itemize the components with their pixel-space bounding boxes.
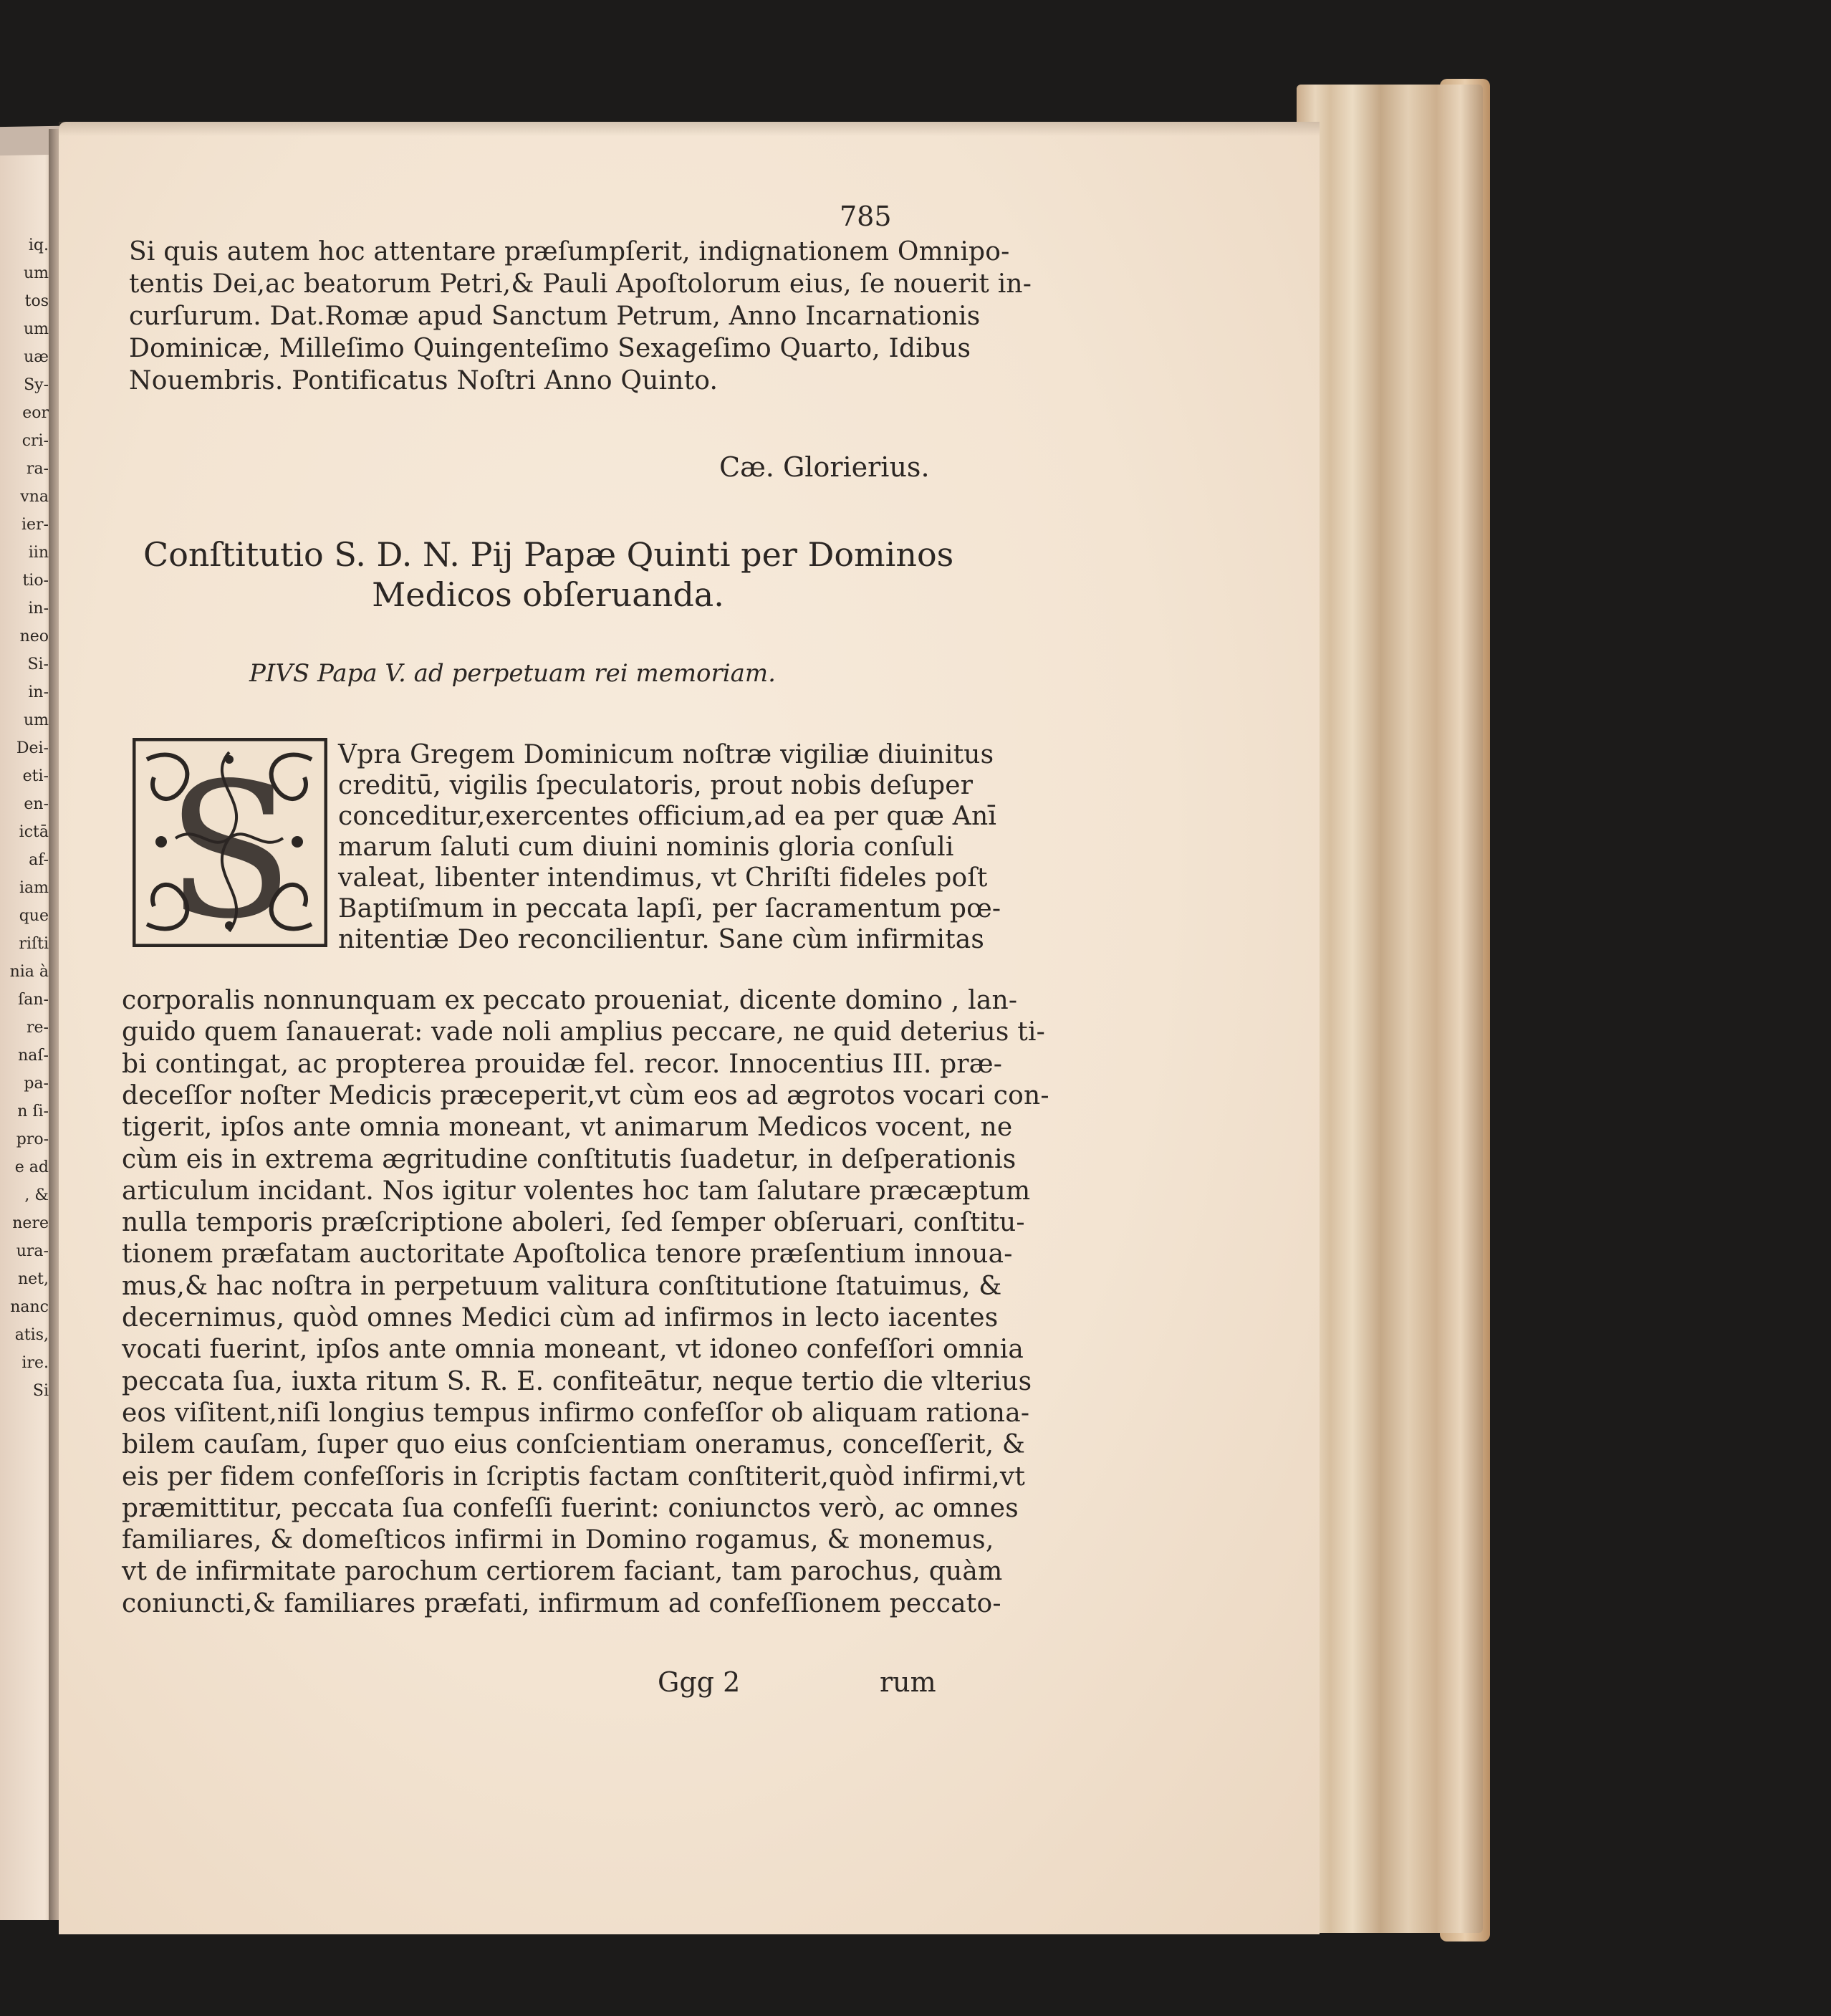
- left-page-fragment: ura-: [16, 1242, 49, 1260]
- text-line: nulla temporis præſcriptione aboleri, ſed ſemper obſeruari, conſtitu-: [122, 1208, 1025, 1238]
- catchword: rum: [880, 1666, 936, 1698]
- text-line: conceditur,exercentes officium,ad ea per quæ Anī: [338, 802, 997, 831]
- text-line: tentis Dei,ac beatorum Petri,& Pauli Apoſtolorum eius, ſe nouerit in-: [129, 269, 1032, 299]
- opening-paragraph: [129, 236, 1032, 401]
- left-page-fragment: af-: [29, 851, 49, 869]
- text-line: curſurum. Dat.Romæ apud Sanctum Petrum, Anno Incarnationis: [129, 302, 981, 331]
- left-page-fragment: Sy-: [24, 376, 49, 394]
- left-page-fragment: um: [23, 264, 49, 282]
- text-line: bi contingat, ac propterea prouidæ fel. recor. Innocentius III. præ-: [122, 1049, 1003, 1079]
- left-page-fragment: Si-: [27, 656, 49, 673]
- left-page-fragment: re-: [27, 1019, 49, 1037]
- text-line: decernimus, quòd omnes Medici cùm ad infirmos in lecto iacentes: [122, 1303, 999, 1333]
- left-page-fragment: e ad: [14, 1158, 49, 1176]
- left-page-fragment: nia à: [9, 963, 49, 981]
- text-line: Si quis autem hoc attentare præſumpſerit, indignationem Omnipo-: [129, 237, 1010, 267]
- folio-number: 785: [840, 201, 892, 232]
- left-page-fragment: tos: [24, 292, 49, 310]
- left-page-fragment: iq.: [28, 236, 49, 254]
- left-page-fragment: pa-: [24, 1075, 49, 1093]
- left-page-fragment: net,: [17, 1270, 49, 1288]
- left-page-fragment: ier-: [21, 516, 49, 534]
- text-line: guido quem ſanauerat: vade noli amplius peccare, ne quid deterius ti-: [122, 1017, 1045, 1047]
- text-line: vt de infirmitate parochum certiorem faciant, tam parochus, quàm: [122, 1557, 1003, 1587]
- left-page-fragment: neo: [19, 628, 49, 645]
- text-line: marum ſaluti cum diuini nominis gloria conſuli: [338, 832, 954, 862]
- body-indented-lines: [338, 739, 1001, 961]
- text-line: tigerit, ipſos ante omnia moneant, vt animarum Medicos vocent, ne: [122, 1113, 1013, 1143]
- text-line: vocati fuerint, ipſos ante omnia moneant, vt idoneo confeſſori omnia: [122, 1335, 1024, 1365]
- section-title-line-2: Medicos obſeruanda.: [372, 575, 724, 614]
- text-line: tionem præfatam auctoritate Apoſtolica tenore præſentium innoua-: [122, 1239, 1013, 1269]
- left-page-fragment: en-: [24, 795, 49, 813]
- left-page-fragment: iam: [19, 879, 49, 897]
- text-line: eos viſitent,niſi longius tempus infirmo confeſſor ob aliquam rationa-: [122, 1398, 1030, 1428]
- left-page-fragment: iin: [28, 544, 49, 562]
- text-line: præmittitur, peccata ſua confeſſi fuerint: coniunctos verò, ac omnes: [122, 1493, 1019, 1523]
- text-line: valeat, libenter intendimus, vt Chriſti fideles poſt: [338, 863, 988, 893]
- text-line: familiares, & domeſticos infirmi in Domino rogamus, & monemus,: [122, 1525, 994, 1555]
- text-line: Nouembris. Pontificatus Noſtri Anno Quinto.: [129, 366, 719, 395]
- left-page-fragment: tio-: [22, 572, 49, 590]
- left-page-fragment: um: [23, 711, 49, 729]
- left-page-fragment: naſ-: [18, 1047, 49, 1065]
- left-page-fragment: Dei-: [16, 739, 49, 757]
- left-page-fragment: in-: [28, 600, 49, 618]
- papal-incipit: PIVS Papa V. ad perpetuam rei memoriam.: [249, 659, 776, 688]
- text-line: cùm eis in extrema ægritudine conſtitutis ſuadetur, in deſperationis: [122, 1144, 1017, 1174]
- text-line: creditū, vigilis ſpeculatoris, prout nobis deſuper: [338, 771, 974, 800]
- left-page-fragment: riſti: [19, 935, 49, 953]
- left-page-fragment: uæ: [24, 348, 49, 366]
- left-page-fragment: , &: [24, 1186, 49, 1204]
- text-line: nitentiæ Deo reconcilientur. Sane cùm infirmitas: [338, 925, 985, 954]
- left-page-fragment: um: [23, 320, 49, 338]
- left-page-fragment: eor: [22, 404, 49, 422]
- left-page-fragment: pro-: [16, 1131, 49, 1148]
- text-line: Baptiſmum in peccata lapſi, per ſacramentum pœ-: [338, 894, 1001, 923]
- left-page-fragment: ſan-: [18, 991, 49, 1009]
- left-page-fragment: Si: [32, 1382, 49, 1400]
- left-page-fragment: ire.: [21, 1354, 49, 1372]
- initial-glyph: S: [165, 744, 294, 947]
- left-page-fragment: ictā: [19, 823, 49, 841]
- signature-mark: Ggg 2: [658, 1666, 741, 1698]
- left-page-fragment: atis,: [14, 1326, 49, 1344]
- section-title-line-1: Conſtitutio S. D. N. Pij Papæ Quinti per Dominos: [143, 535, 954, 574]
- text-line: peccata ſua, iuxta ritum S. R. E. confiteātur, neque tertio die vlterius: [122, 1366, 1032, 1396]
- decorated-initial-letter: [133, 738, 327, 947]
- text-line: eis per fidem confeſſoris in ſcriptis factam conſtiterit,quòd infirmi,vt: [122, 1461, 1026, 1492]
- left-page-fragment: nere: [12, 1214, 49, 1232]
- body-full-lines: [122, 985, 1049, 1630]
- left-page-fragment: in-: [28, 683, 49, 701]
- text-line: Dominicæ, Milleſimo Quingenteſimo Sexageſimo Quarto, Idibus: [129, 334, 971, 363]
- text-line: bilem cauſam, ſuper quo eius conſcientiam oneramus, conceſſerit, &: [122, 1430, 1026, 1460]
- text-line: deceſſor noſter Medicis præceperit,vt cùm eos ad ægrotos vocari con-: [122, 1080, 1049, 1110]
- left-page-fragment: n ſi-: [17, 1103, 49, 1120]
- text-line: corporalis nonnunquam ex peccato proueniat, dicente domino , lan-: [122, 986, 1018, 1015]
- left-page-fragment: cri-: [21, 432, 49, 450]
- text-line: Vpra Gregem Dominicum noſtræ vigiliæ diuinitus: [338, 740, 994, 769]
- left-page-fragment: nanc: [10, 1298, 49, 1316]
- left-page-fragment: vna: [20, 488, 49, 506]
- page-top-shadow: [59, 122, 1320, 136]
- text-line: articulum incidant. Nos igitur volentes hoc tam ſalutare præcæptum: [122, 1176, 1031, 1206]
- left-page-text-fragments: [0, 236, 52, 1712]
- signature-name: Cæ. Glorierius.: [719, 451, 930, 483]
- text-line: mus,& hac noſtra in perpetuum valitura conſtitutione ſtatuimus, &: [122, 1271, 1002, 1301]
- left-page-fragment: ra-: [26, 460, 49, 478]
- left-page-fragment: eti-: [22, 767, 49, 785]
- text-line: coniuncti,& familiares præfati, infirmum ad confeſſionem peccato-: [122, 1588, 1001, 1618]
- left-page-fragment: que: [19, 907, 49, 925]
- page-edges-fore-edge: [1297, 85, 1483, 1933]
